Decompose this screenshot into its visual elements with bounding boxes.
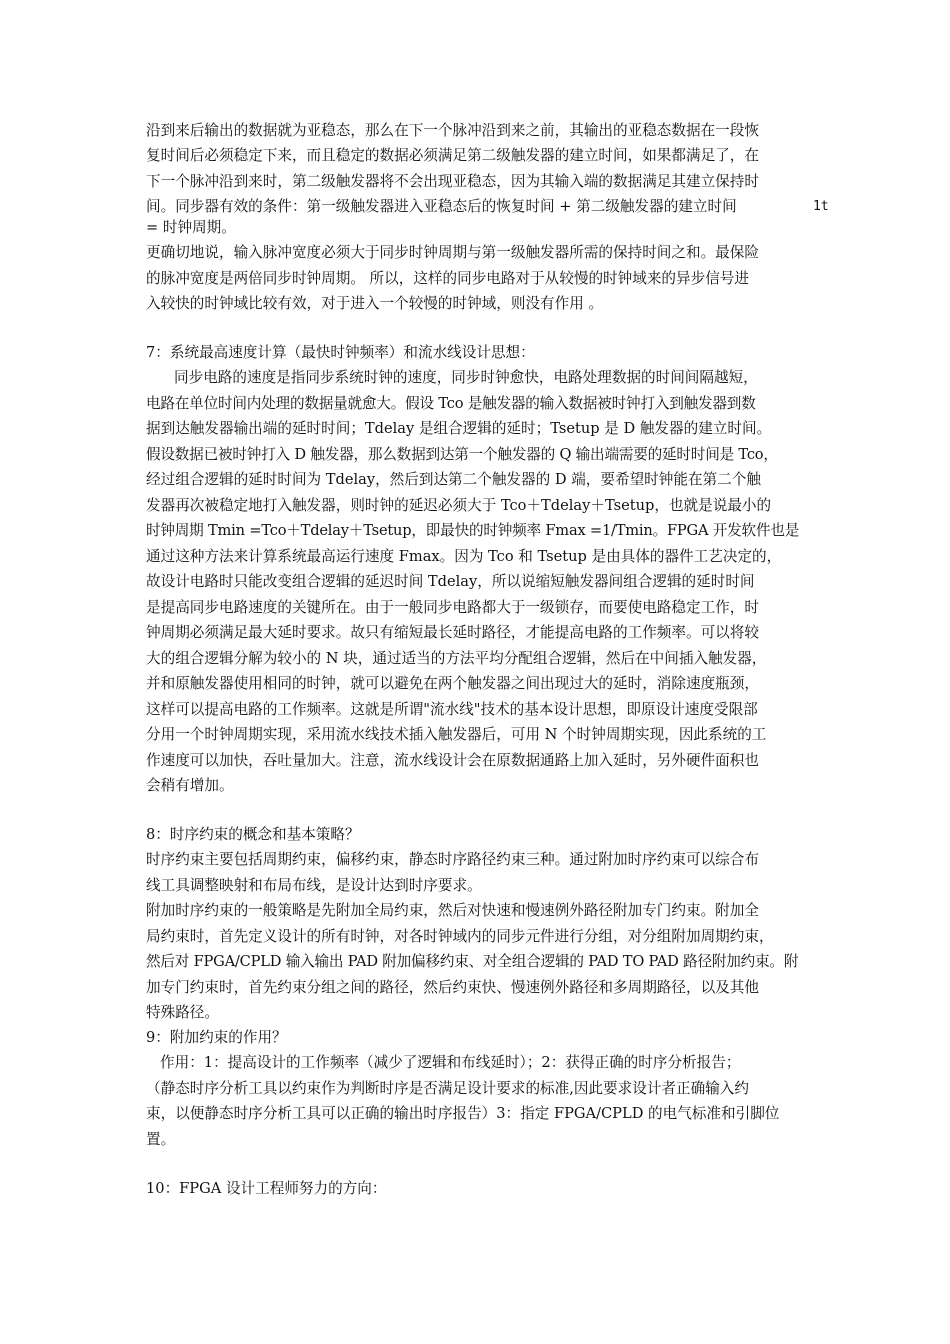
text-line: = 时钟周期。 (146, 219, 236, 236)
text-line: 间。同步器有效的条件：第一级触发器进入亚稳态后的恢复时间 + 第二级触发器的建立时间 (146, 198, 737, 215)
text-line: 假设数据已被时钟打入 D 触发器，那么数据到达第一个触发器的 Q 输出端需要的延时时间是 Tco， (146, 446, 778, 463)
margin-note: 1t (813, 199, 829, 214)
section-heading: 9：附加约束的作用？ (146, 1029, 287, 1046)
text-line: 下一个脉冲沿到来时，第二级触发器将不会出现亚稳态，因为其输入端的数据满足其建立保持时 (146, 173, 759, 190)
text-line: 会稍有增加。 (146, 777, 234, 794)
text-line: 故设计电路时只能改变组合逻辑的延迟时间 Tdelay，所以说缩短触发器间组合逻辑的延时时间 (146, 573, 755, 590)
section-heading: 10：FPGA 设计工程师努力的方向： (146, 1180, 387, 1197)
text-line: 通过这种方法来计算系统最高运行速度 Fmax。因为 Tco 和 Tsetup 是由具体的器件工艺决定的， (146, 548, 782, 565)
section-heading: 8：时序约束的概念和基本策略？ (146, 826, 360, 843)
text-line: 钟周期必须满足最大延时要求。故只有缩短最长延时路径，才能提高电路的工作频率。可以将较 (146, 624, 759, 641)
text-line: 特殊路径。 (146, 1004, 219, 1021)
text-line: 附加时序约束的一般策略是先附加全局约束，然后对快速和慢速例外路径附加专门约束。附加全 (146, 902, 759, 919)
text-line: 作用：1：提高设计的工作频率（减少了逻辑和布线延时）；2：获得正确的时序分析报告； (160, 1054, 741, 1071)
text-line: 是提高同步电路速度的关键所在。由于一般同步电路都大于一级锁存，而要使电路稳定工作，时 (146, 599, 759, 616)
text-line: 入较快的时钟域比较有效，对于进入一个较慢的时钟域，则没有作用 。 (146, 295, 604, 312)
text-line: 经过组合逻辑的延时时间为 Tdelay，然后到达第二个触发器的 D 端，要希望时钟能在第二个触 (146, 471, 761, 488)
text-line: 作速度可以加快，吞吐量加大。注意，流水线设计会在原数据通路上加入延时，另外硬件面积也 (146, 752, 759, 769)
text-line: 更确切地说，输入脉冲宽度必须大于同步时钟周期与第一级触发器所需的保持时间之和。最保险 (146, 244, 759, 261)
text-line: 同步电路的速度是指同步系统时钟的速度，同步时钟愈快，电路处理数据的时间间隔越短， (174, 369, 758, 386)
text-line: 并和原触发器使用相同的时钟，就可以避免在两个触发器之间出现过大的延时，消除速度瓶颈， (146, 675, 759, 692)
text-line: 发器再次被稳定地打入触发器，则时钟的延迟必须大于 Tco＋Tdelay＋Tsetup，也就是说最小的 (146, 497, 772, 514)
text-line: 据到达触发器输出端的延时时间；Tdelay 是组合逻辑的延时；Tsetup 是 D 触发器的建立时间。 (146, 420, 772, 437)
text-line: 时序约束主要包括周期约束，偏移约束，静态时序路径约束三种。通过附加时序约束可以综合布 (146, 851, 759, 868)
text-line: 电路在单位时间内处理的数据量就愈大。假设 Tco 是触发器的输入数据被时钟打入到触发器到数 (146, 395, 756, 412)
text-line: 然后对 FPGA/CPLD 输入输出 PAD 附加偏移约束、对全组合逻辑的 PAD TO PAD 路径附加约束。附 (146, 953, 799, 970)
text-line: 线工具调整映射和布局布线，是设计达到时序要求。 (146, 877, 482, 894)
text-line: 复时间后必须稳定下来，而且稳定的数据必须满足第二级触发器的建立时间，如果都满足了，在 (146, 147, 759, 164)
text-line: 局约束时，首先定义设计的所有时钟，对各时钟域内的同步元件进行分组，对分组附加周期约束， (146, 928, 774, 945)
text-line: （静态时序分析工具以约束作为判断时序是否满足设计要求的标准,因此要求设计者正确输入约 (146, 1080, 749, 1097)
section-heading: 7：系统最高速度计算（最快时钟频率）和流水线设计思想： (146, 344, 535, 361)
text-line: 置。 (146, 1131, 176, 1148)
text-line: 沿到来后输出的数据就为亚稳态，那么在下一个脉冲沿到来之前，其输出的亚稳态数据在一段恢 (146, 122, 759, 139)
text-line: 分用一个时钟周期实现，采用流水线技术插入触发器后，可用 N 个时钟周期实现，因此系统的工 (146, 726, 767, 743)
text-line: 束，以便静态时序分析工具可以正确的输出时序报告）3：指定 FPGA/CPLD 的电气标准和引脚位 (146, 1105, 780, 1122)
text-line: 大的组合逻辑分解为较小的 N 块，通过适当的方法平均分配组合逻辑，然后在中间插入触发器， (146, 650, 767, 667)
text-line: 的脉冲宽度是两倍同步时钟周期。 所以，这样的同步电路对于从较慢的时钟域来的异步信号进 (146, 270, 749, 287)
text-line: 这样可以提高电路的工作频率。这就是所谓"流水线"技术的基本设计思想，即原设计速度受限部 (146, 701, 758, 718)
text-line: 加专门约束时，首先约束分组之间的路径，然后约束快、慢速例外路径和多周期路径，以及其他 (146, 979, 759, 996)
text-line: 时钟周期 Tmin =Tco＋Tdelay＋Tsetup，即最快的时钟频率 Fmax =1/Tmin。FPGA 开发软件也是 (146, 522, 800, 539)
